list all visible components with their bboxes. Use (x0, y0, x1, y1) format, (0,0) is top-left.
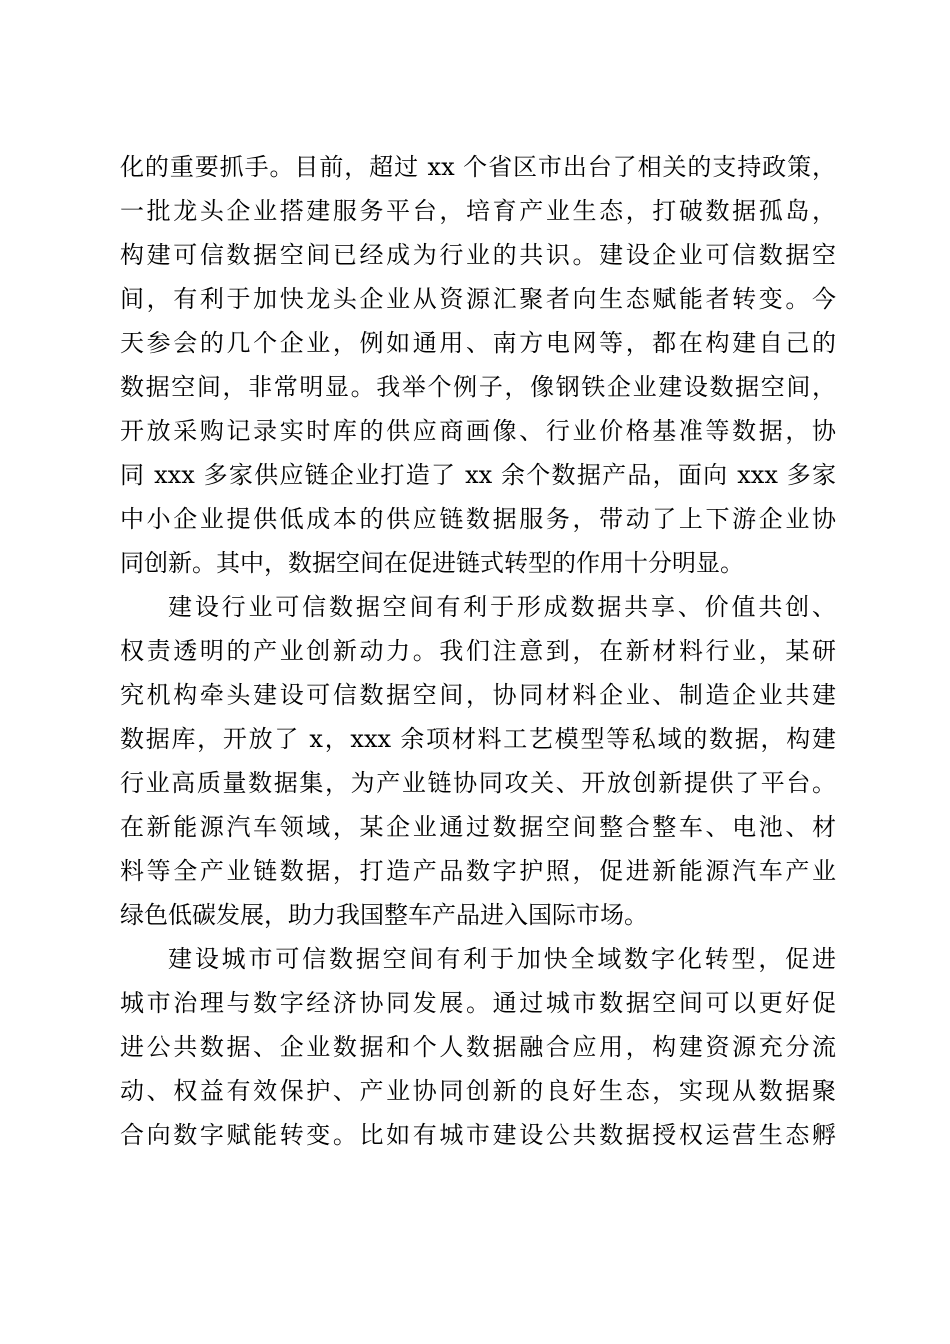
text-line: 中小企业提供低成本的供应链数据服务，带动了上下游企业协 (120, 505, 836, 533)
paragraph-1 (120, 145, 836, 585)
text-line: 究机构牵头建设可信数据空间，协同材料企业、制造企业共建 (120, 681, 836, 709)
text-line: 合向数字赋能转变。比如有城市建设公共数据授权运营生态孵 (120, 1121, 836, 1149)
text-line: 城市治理与数字经济协同发展。通过城市数据空间可以更好促 (120, 989, 836, 1017)
text-line: 建设行业可信数据空间有利于形成数据共享、价值共创、 (168, 593, 836, 621)
text-line: 数据库，开放了 x，xxx 余项材料工艺模型等私域的数据，构建 (120, 725, 836, 753)
paragraph-3 (120, 937, 836, 1157)
text-line: 开放采购记录实时库的供应商画像、行业价格基准等数据，协 (120, 417, 836, 445)
text-line: 同 xxx 多家供应链企业打造了 xx 余个数据产品，面向 xxx 多家 (120, 461, 836, 489)
text-line: 进公共数据、企业数据和个人数据融合应用，构建资源充分流 (120, 1033, 836, 1061)
text-line: 构建可信数据空间已经成为行业的共识。建设企业可信数据空 (120, 241, 836, 269)
text-line: 同创新。其中，数据空间在促进链式转型的作用十分明显。 (120, 549, 744, 577)
text-line: 建设城市可信数据空间有利于加快全域数字化转型，促进 (168, 945, 836, 973)
text-line: 数据空间，非常明显。我举个例子，像钢铁企业建设数据空间， (120, 373, 836, 401)
text-line: 权责透明的产业创新动力。我们注意到，在新材料行业，某研 (120, 637, 836, 665)
text-line: 化的重要抓手。目前，超过 xx 个省区市出台了相关的支持政策， (120, 153, 836, 181)
text-line: 一批龙头企业搭建服务平台，培育产业生态，打破数据孤岛， (120, 197, 836, 225)
paragraph-2 (120, 585, 836, 937)
text-line: 料等全产业链数据，打造产品数字护照，促进新能源汽车产业 (120, 857, 836, 885)
text-line: 行业高质量数据集，为产业链协同攻关、开放创新提供了平台。 (120, 769, 836, 797)
text-line: 在新能源汽车领域，某企业通过数据空间整合整车、电池、材 (120, 813, 836, 841)
text-line: 间，有利于加快龙头企业从资源汇聚者向生态赋能者转变。今 (120, 285, 836, 313)
document-body (120, 145, 836, 1157)
text-line: 天参会的几个企业，例如通用、南方电网等，都在构建自己的 (120, 329, 836, 357)
text-line: 绿色低碳发展，助力我国整车产品进入国际市场。 (120, 901, 648, 929)
text-line: 动、权益有效保护、产业协同创新的良好生态，实现从数据聚 (120, 1077, 836, 1105)
